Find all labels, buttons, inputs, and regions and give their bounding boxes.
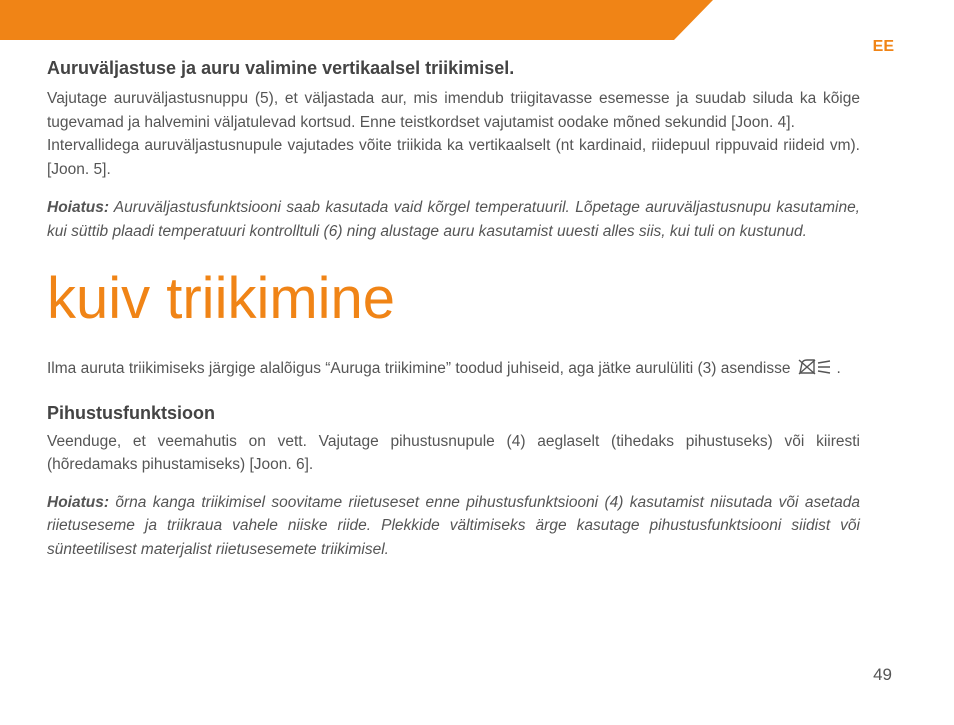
- spray-warning: [47, 491, 860, 562]
- section-heading-steam: Auruväljastuse ja auru valimine vertikaalsel triikimisel.: [47, 58, 515, 78]
- steam-paragraph-1: Vajutage auruväljastusnuppu (5), et väljastada aur, mis imendub triigitavasse esemesse ja suudab siluda ka kõige tugevamad ja halvemini väljatulevad kortsud. Enne teistkordset vajutamist oodake mõned sekundid [Joon. 4].: [47, 90, 860, 131]
- dry-ironing-end: .: [836, 360, 841, 377]
- warning-label: Hoiatus:: [47, 493, 109, 511]
- warning-label: Hoiatus:: [47, 199, 109, 216]
- dry-ironing-paragraph: [47, 357, 860, 384]
- dry-ironing-text: Ilma auruta triikimiseks järgige alalõigus “Auruga triikimine” toodud juhiseid, aga jätke aurulüliti (3) asendisse: [47, 360, 791, 377]
- header-banner: [0, 0, 954, 40]
- warning-text: Auruväljastusfunktsiooni saab kasutada vaid kõrgel temperatuuril. Lõpetage auruväljastusnupu kasutamine, kui süttib plaadi temperatuuri kontrolltuli (6) ning alustage auru kasutamist uuesti alles siis, kui tuli on kustunud.: [47, 199, 860, 240]
- section-title-dry-ironing: kuiv triikimine: [47, 266, 396, 331]
- language-code: EE: [872, 38, 894, 55]
- page-number: 49: [873, 665, 892, 684]
- page-content: [47, 57, 860, 561]
- steam-paragraph-2: Intervallidega auruväljastusnupule vajutades võite triikida ka vertikaalselt (nt kardinaid, riidepuul rippuvaid riideid vm). [Joon. 5].: [47, 137, 860, 178]
- spray-paragraph: Veenduge, et veemahutis on vett. Vajutage pihustusnupule (4) aeglaselt (tihedaks pihustuseks) või kiiresti (hõredamaks pihustamiseks) [Joon. 6].: [47, 432, 860, 473]
- warning-text: õrna kanga triikimisel soovitame riietuseset enne pihustusfunktsiooni (4) kasutamist niisutada või asetada riietuseseme ja triikraua vahele niiske riide. Plekkide vältimiseks ärge kasutage pihustusfunktsiooni siidist või sünteetilisest materjalist riietusesemete triikimisel.: [47, 493, 860, 558]
- no-steam-icon: [797, 358, 833, 384]
- steam-warning: [47, 196, 860, 243]
- section-heading-spray: Pihustusfunktsioon: [47, 402, 215, 423]
